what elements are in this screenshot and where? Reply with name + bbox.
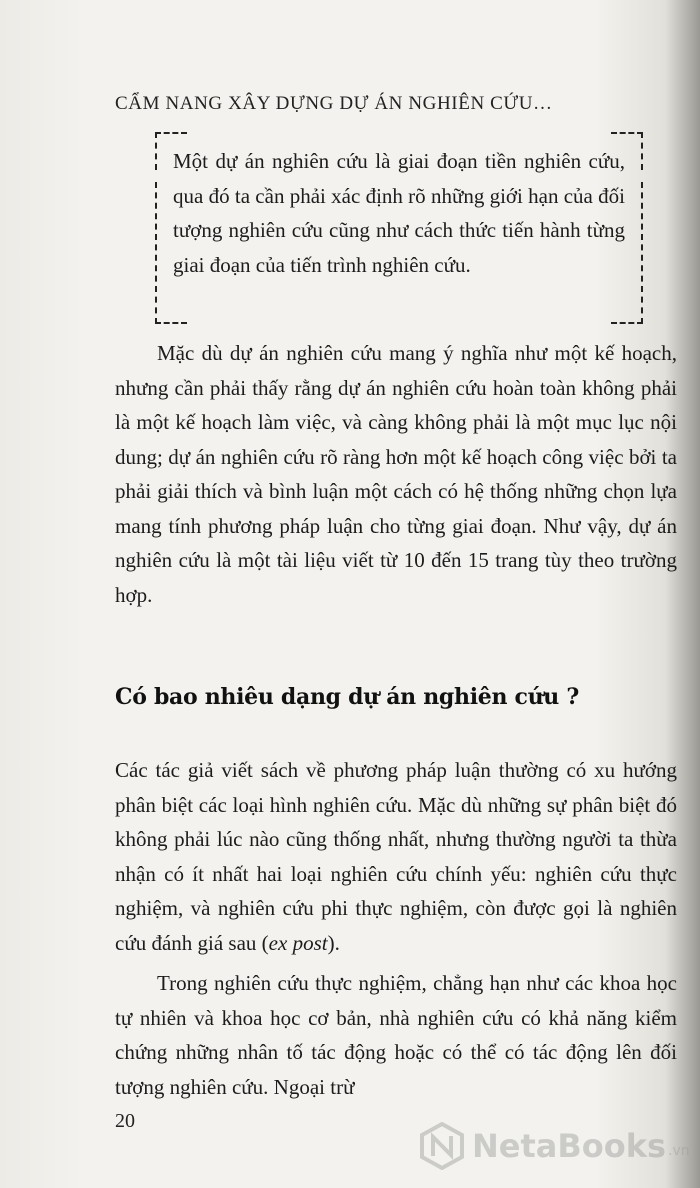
paragraph-2-tail: ).	[327, 930, 340, 955]
netabooks-logo-icon	[420, 1122, 464, 1170]
callout-corner-bottom-left	[155, 286, 187, 324]
watermark-brand: NetaBooks	[472, 1127, 667, 1165]
watermark-suffix: .vn	[668, 1143, 690, 1159]
paragraph-1: Mặc dù dự án nghiên cứu mang ý nghĩa như một kế hoạch, nhưng cần phải thấy rằng dự án nghiên cứu hoàn toàn không phải là một kế hoạch làm việc, và càng không phải là một mục lục nội dung; dự án nghiên cứu rõ ràng hơn một kế hoạch công việc bởi ta phải giải thích và bình luận một cách có hệ thống những chọn lựa mang tính phương pháp luận cho từng giai đoạn. Như vậy, dự án nghiên cứu là một tài liệu viết từ 10 đến 15 trang tùy theo trường hợp.	[115, 341, 677, 607]
running-head: CẨM NANG XÂY DỰNG DỰ ÁN NGHIÊN CỨU…	[115, 93, 553, 114]
callout-side-left	[155, 182, 157, 292]
paragraph-2-text: Các tác giả viết sách về phương pháp luận thường có xu hướng phân biệt các loại hình nghiên cứu. Mặc dù những sự phân biệt đó không phải lúc nào cũng thống nhất, nhưng thường người ta thừa nhận có ít nhất hai loại nghiên cứu chính yếu: nghiên cứu thực nghiệm, và nghiên cứu phi thực nghiệm, còn được gọi là nghiên cứu đánh giá sau (	[115, 758, 677, 955]
paragraph-2	[115, 753, 677, 960]
paragraph-3: Trong nghiên cứu thực nghiệm, chẳng hạn như các khoa học tự nhiên và khoa học cơ bản, nhà nghiên cứu có khả năng kiểm chứng những nhân tố tác động hoặc có thể có tác động lên đối tượng nghiên cứu. Ngoại trừ	[115, 971, 677, 1099]
page-number: 20	[115, 1110, 135, 1132]
section-heading: Có bao nhiêu dạng dự án nghiên cứu ?	[115, 684, 579, 710]
watermark	[420, 1122, 690, 1170]
paragraph-2-italic: ex post	[268, 930, 328, 955]
callout-box	[155, 132, 643, 324]
callout-side-right	[641, 182, 643, 292]
callout-corner-bottom-right	[611, 286, 643, 324]
callout-text: Một dự án nghiên cứu là giai đoạn tiền nghiên cứu, qua đó ta cần phải xác định rõ những giới hạn của đối tượng nghiên cứu cũng như cách thức tiến hành từng giai đoạn của tiến trình nghiên cứu.	[173, 149, 625, 277]
